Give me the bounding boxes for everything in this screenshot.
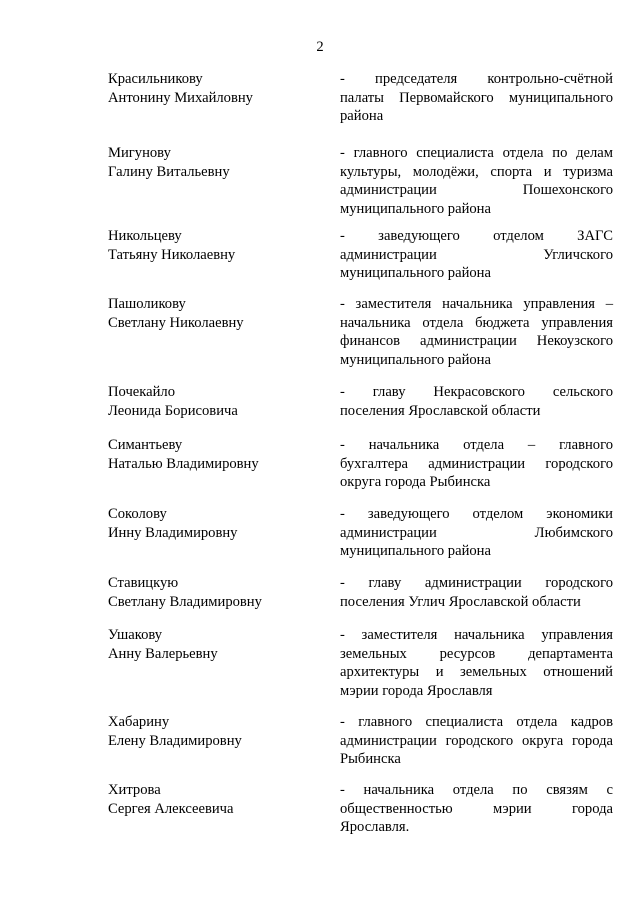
position-line: - главу администрации городского [340,575,613,591]
appointee-surname: Ставицкую [108,575,179,591]
appointee-name [108,626,323,663]
position-line: района [340,108,384,125]
appointee-surname: Никольцеву [108,228,182,244]
position-line: - начальника отдела по связям с [340,782,613,798]
appointee-given-names: Татьяну Николаевну [108,246,236,263]
position-line: архитектуры и земельных отношений [340,664,613,681]
appointee-position [340,70,613,126]
appointee-name [108,144,323,181]
position-line: палаты Первомайского муниципального [340,89,613,106]
position-line: - главного специалиста отдела по делам [340,145,613,161]
appointee-surname: Красильникову [108,71,203,87]
appointee-name [108,383,323,420]
position-line: округа города Рыбинска [340,474,491,491]
appointee-name [108,70,323,107]
appointee-name [108,436,323,473]
position-line: администрации городского округа города [340,732,613,749]
appointee-position [340,383,613,420]
appointee-name [108,713,323,750]
appointee-given-names: Галину Витальевну [108,163,230,180]
appointee-given-names: Елену Владимировну [108,732,242,749]
appointee-surname: Пашоликову [108,296,186,312]
position-line: - главного специалиста отдела кадров [340,714,613,730]
appointee-surname: Ушакову [108,627,163,643]
position-line: администрации Любимского [340,524,613,541]
position-line: поселения Углич Ярославской области [340,593,581,610]
position-line: общественностью мэрии города [340,800,613,817]
position-line: начальника отдела бюджета управления [340,314,613,331]
page-number: 2 [316,39,324,55]
appointee-given-names: Антонину Михайловну [108,89,253,106]
position-line: мэрии города Ярославля [340,682,493,699]
appointee-position [340,295,613,369]
appointee-surname: Мигунову [108,145,171,161]
position-line: администрации Угличского [340,246,613,263]
appointee-given-names: Леонида Борисовича [108,402,238,419]
appointee-surname: Хабарину [108,714,170,730]
position-line: - заведующего отделом экономики [340,506,613,522]
appointee-position [340,713,613,769]
position-line: муниципального района [340,543,491,560]
appointee-surname: Хитрова [108,782,161,798]
appointee-surname: Соколову [108,506,167,522]
position-line: - главу Некрасовского сельского [340,384,613,400]
position-line: земельных ресурсов департамента [340,645,613,662]
position-line: культуры, молодёжи, спорта и туризма [340,163,613,180]
appointee-name [108,781,323,818]
appointee-position [340,626,613,700]
appointee-given-names: Светлану Владимировну [108,593,262,610]
position-line: муниципального района [340,351,491,368]
appointee-position [340,505,613,561]
position-line: муниципального района [340,200,491,217]
appointee-name [108,295,323,332]
appointee-name [108,574,323,611]
appointee-given-names: Сергея Алексеевича [108,800,234,817]
position-line: - заместителя начальника управления [340,627,613,643]
appointee-given-names: Анну Валерьевну [108,645,218,662]
position-line: бухгалтера администрации городского [340,455,613,472]
appointee-given-names: Инну Владимировну [108,524,238,541]
position-line: Ярославля. [340,819,410,836]
appointee-position [340,227,613,283]
appointee-name [108,505,323,542]
position-line: администрации Пошехонского [340,182,613,199]
appointee-given-names: Светлану Николаевну [108,314,244,331]
position-line: - заведующего отделом ЗАГС [340,228,613,244]
appointee-position [340,781,613,837]
appointee-surname: Почекайло [108,384,176,400]
position-line: финансов администрации Некоузского [340,333,613,350]
position-line: муниципального района [340,265,491,282]
position-line: - заместителя начальника управления – [340,296,613,312]
position-line: - председателя контрольно-счётной [340,71,613,87]
appointee-position [340,436,613,492]
position-line: - начальника отдела – главного [340,437,613,453]
position-line: поселения Ярославской области [340,402,541,419]
appointee-position [340,144,613,218]
appointee-surname: Симантьеву [108,437,183,453]
appointee-name [108,227,323,264]
position-line: Рыбинска [340,751,401,768]
appointee-position [340,574,613,611]
appointee-given-names: Наталью Владимировну [108,455,259,472]
